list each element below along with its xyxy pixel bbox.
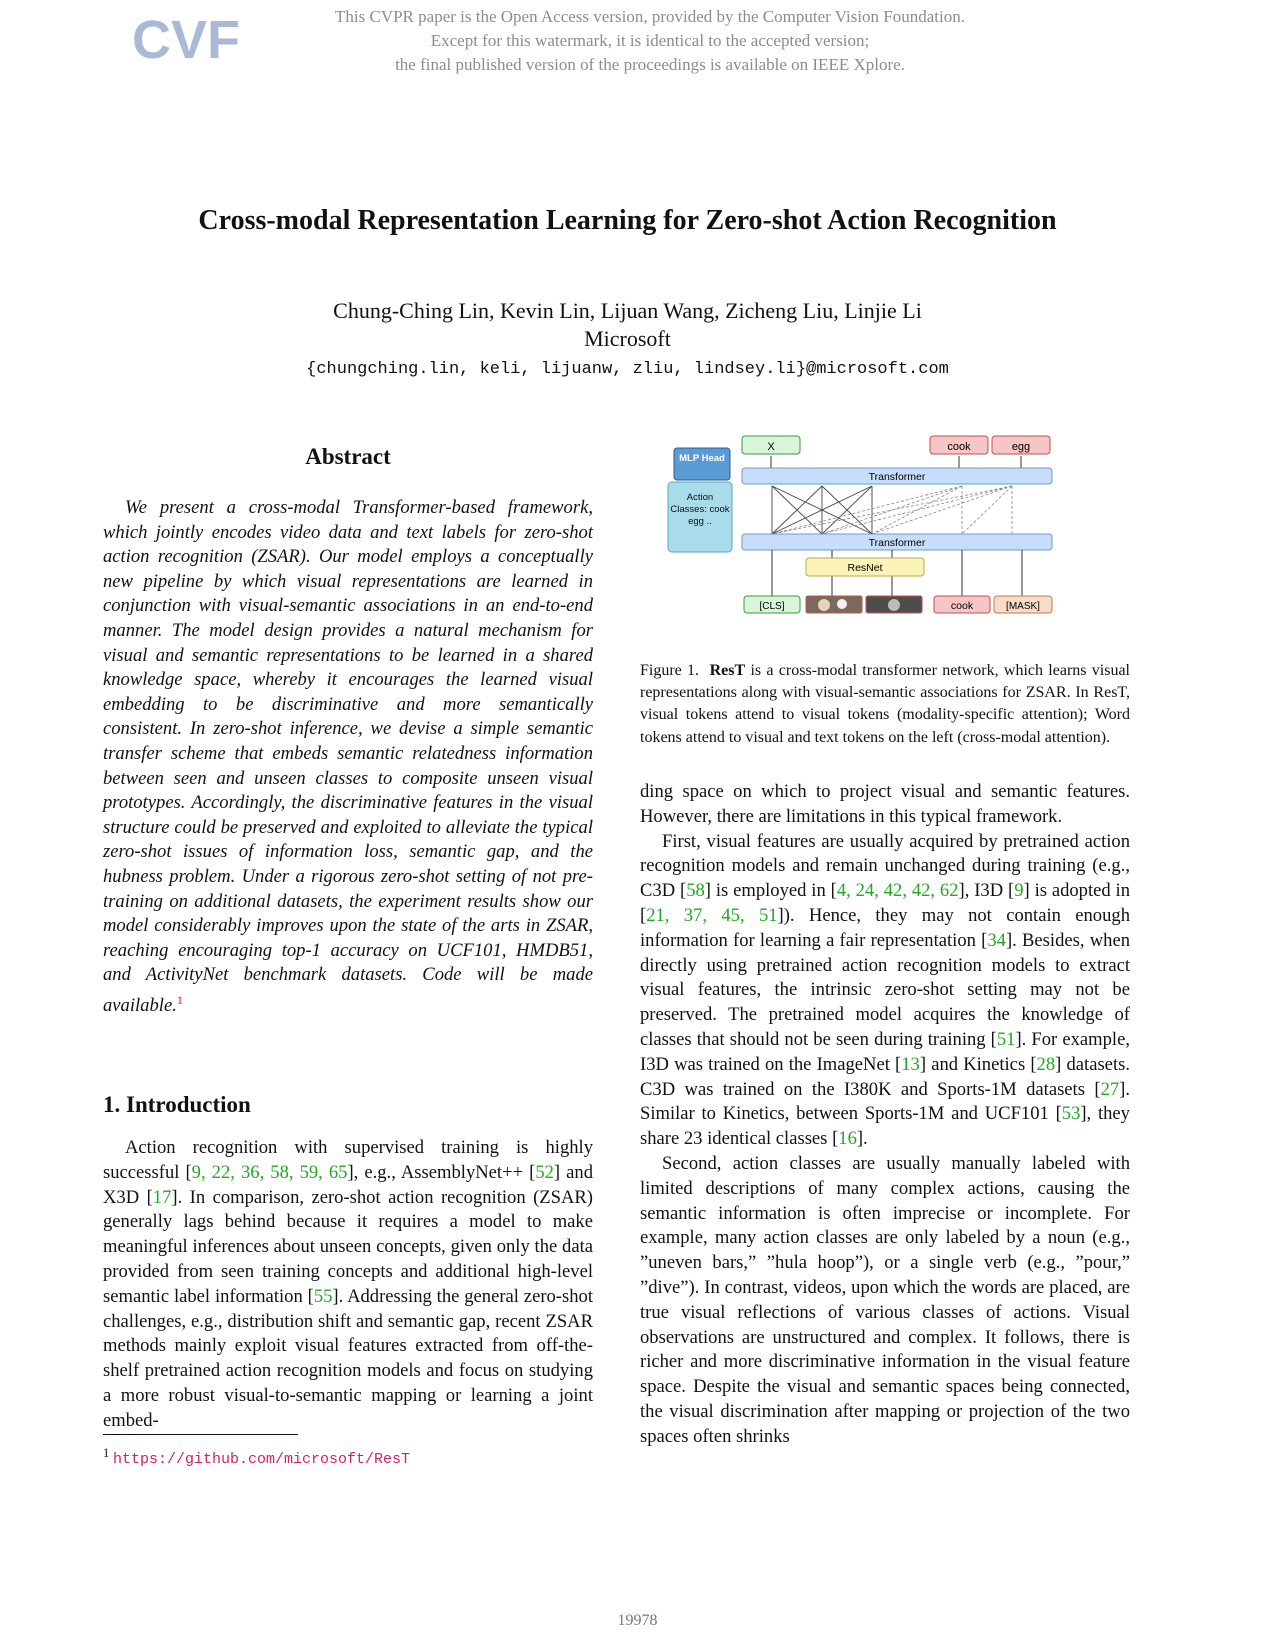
- page-number: 19978: [617, 1612, 658, 1629]
- text-run: ]. Addressing the general zero-shot challenges, e.g., distribution shift and semantic gap, recent ZSAR methods mainly exploit visual features extracted from off-the-shelf pretrained action recognition models and focus on studying a more robust visual-to-semantic mapping or learning a joint embed-: [103, 1285, 593, 1431]
- text-run: First, visual features are usually acquired by pretrained action recognition models and remain unchanged during training (e.g., C3D [: [640, 830, 1130, 902]
- text-run: ].: [856, 1128, 868, 1150]
- text-run: ]. Similar to Kinetics, between Sports-1M and UCF101 [: [640, 1078, 1130, 1125]
- section-heading-introduction: 1. Introduction: [103, 1092, 251, 1117]
- figure-1-caption: [640, 660, 1130, 749]
- cls-token-label: [CLS]: [759, 601, 785, 612]
- cvf-logo-text: CVF: [132, 10, 240, 70]
- footnote-number: 1: [103, 1446, 110, 1460]
- text-run: ]. In comparison, zero-shot action recognition (ZSAR) generally lags behind because it requires a model to make meaningful inferences about unseen concepts, given only the data provided from seen training concepts and additional high-level semantic label information [: [103, 1186, 593, 1307]
- text-run: Action recognition with supervised training is highly successful [: [103, 1137, 593, 1183]
- footnote-mark[interactable]: 1: [176, 992, 183, 1007]
- text-run: ]. For example, I3D was trained on the ImageNet [: [640, 1028, 1130, 1075]
- citation-link[interactable]: 17: [152, 1186, 172, 1208]
- mlp-head-label: MLP Head: [679, 453, 725, 464]
- author-list: Chung-Ching Lin, Kevin Lin, Lijuan Wang, Zicheng Liu, Linjie Li: [333, 298, 922, 323]
- citation-link[interactable]: 21, 37, 45, 51: [646, 904, 778, 926]
- text-run: ]). Hence, they may not contain enough information for learning a fair representation [: [640, 904, 1130, 951]
- citation-link[interactable]: 53: [1061, 1103, 1081, 1125]
- x-token-label: X: [767, 441, 775, 453]
- cook-output-label: cook: [947, 441, 971, 453]
- citation-link[interactable]: 13: [901, 1053, 920, 1075]
- text-run: ] is adopted in [: [640, 880, 1131, 926]
- text-run: ] and X3D [: [103, 1161, 593, 1208]
- text-run: ], I3D [: [958, 880, 1015, 902]
- author-emails: {chungching.lin, keli, lijuanw, zliu, lindsey.li}@microsoft.com: [306, 360, 949, 379]
- text-run: ] and Kinetics [: [919, 1053, 1037, 1075]
- action-classes-label: Action Classes: cook egg ..: [670, 492, 730, 527]
- text-run: ]. Besides, when directly using pretrained action recognition models to extract visual features, the intrinsic zero-shot setting may not be preserved. The pretrained model acquires the knowledge of classes that should not be seen during training [: [640, 929, 1131, 1050]
- cvf-logo: [132, 8, 240, 72]
- paper-title: Cross-modal Representation Learning for Zero-shot Action Recognition: [198, 205, 1057, 236]
- transformer-bottom-label: Transformer: [868, 537, 926, 549]
- watermark-line-1: This CVPR paper is the Open Access version, provided by the Computer Vision Foundation.: [335, 7, 965, 26]
- mask-token-label: [MASK]: [1006, 601, 1040, 612]
- text-run: ] is employed in [: [704, 880, 837, 902]
- right-column-body: [640, 780, 1130, 1450]
- citation-link[interactable]: 58: [686, 880, 705, 902]
- citation-link[interactable]: 16: [838, 1128, 857, 1150]
- citation-link[interactable]: 9, 22, 36, 58, 59, 65: [191, 1161, 348, 1183]
- paragraph: Second, action classes are usually manually labeled with limited descriptions of many complex actions, causing the semantic information is often imprecise or incomplete. For example, many action classes are only labeled by a noun (e.g., ”uneven bars,” ”hula hoop”), or a single verb (e.g., ”pour,” ”dive”). In contrast, videos, upon which the words are placed, are true visual reflections of various classes of actions. Visual observations are unstructured and complex. It follows, there is richer and more discriminative information in the visual feature space. Despite the visual and semantic spaces being connected, the visual discrimination after mapping or projection of the two spaces often shrinks: [640, 1152, 1130, 1447]
- caption-model-name: ResT: [709, 662, 746, 679]
- citation-link[interactable]: 4, 24, 42, 42, 62: [836, 880, 959, 902]
- citation-link[interactable]: 34: [987, 929, 1006, 951]
- figure-1-diagram: [670, 441, 1092, 644]
- citation-link[interactable]: 51: [996, 1028, 1016, 1050]
- citation-link[interactable]: 27: [1100, 1078, 1120, 1100]
- introduction-paragraph: [103, 1136, 593, 1434]
- paragraph: ding space on which to project visual and semantic features. However, there are limitations in this typical framework.: [640, 781, 1130, 827]
- citation-link[interactable]: 9: [1014, 880, 1024, 902]
- resnet-label: ResNet: [847, 562, 883, 574]
- text-run: ], e.g., AssemblyNet++ [: [347, 1161, 536, 1183]
- text-run: ] datasets. C3D was trained on the I380K and Sports-1M datasets [: [640, 1053, 1130, 1100]
- caption-label: Figure 1.: [640, 662, 700, 679]
- citation-link[interactable]: 52: [535, 1161, 554, 1183]
- abstract-text: We present a cross-modal Transformer-based framework, which jointly encodes video data and text labels for zero-shot action recognition (ZSAR). Our model employs a conceptually new pipeline by which visual representations are learned in conjunction with visual-semantic associations in an end-to-end manner. The model design provides a natural mechanism for visual and semantic representations to be learned in a shared knowledge space, whereby it encourages the learned visual embedding to be discriminative and more semantically consistent. In zero-shot inference, we devise a simple semantic transfer scheme that embeds semantic relatedness information between seen and unseen classes to composite unseen visual prototypes. Accordingly, the discriminative features in the visual structure could be preserved and exploited to alleviate the typical zero-shot issues of information loss, semantic gap, and the hubness problem. Under a rigorous zero-shot setting of not pre-training on additional datasets, the experiment results show our model considerably improves upon the state of the arts in ZSAR, reaching encouraging top-1 accuracy on UCF101, HMDB51, and ActivityNet benchmark datasets. Code will be made available.: [103, 497, 593, 1017]
- abstract-heading: Abstract: [305, 444, 391, 469]
- transformer-top-label: Transformer: [868, 471, 926, 483]
- footnote-url-link[interactable]: https://github.com/microsoft/ResT: [113, 1451, 411, 1468]
- citation-link[interactable]: 55: [313, 1285, 333, 1307]
- watermark-line-2: Except for this watermark, it is identical to the accepted version;: [430, 31, 870, 50]
- watermark-line-3: the final published version of the proceedings is available on IEEE Xplore.: [395, 55, 905, 74]
- affiliation: Microsoft: [584, 326, 671, 351]
- caption-text: is a cross-modal transformer network, which learns visual representations along with visual-semantic associations for ZSAR. In ResT, visual tokens attend to visual tokens (modality-specific attention); Word tokens attend to visual and text tokens on the left (cross-modal attention).: [640, 662, 1130, 746]
- abstract-body: [103, 496, 593, 1019]
- footnote: [103, 1446, 593, 1468]
- egg-output-label: egg: [1011, 441, 1031, 453]
- cook-input-label: cook: [950, 600, 974, 612]
- watermark-text: [270, 5, 1030, 77]
- text-run: ], they share 23 identical classes [: [640, 1103, 1130, 1150]
- footnote-divider: [103, 1434, 298, 1435]
- paragraph: [640, 830, 1130, 1152]
- citation-link[interactable]: 28: [1036, 1053, 1056, 1075]
- video-frame-1-thumbnail: [806, 596, 862, 613]
